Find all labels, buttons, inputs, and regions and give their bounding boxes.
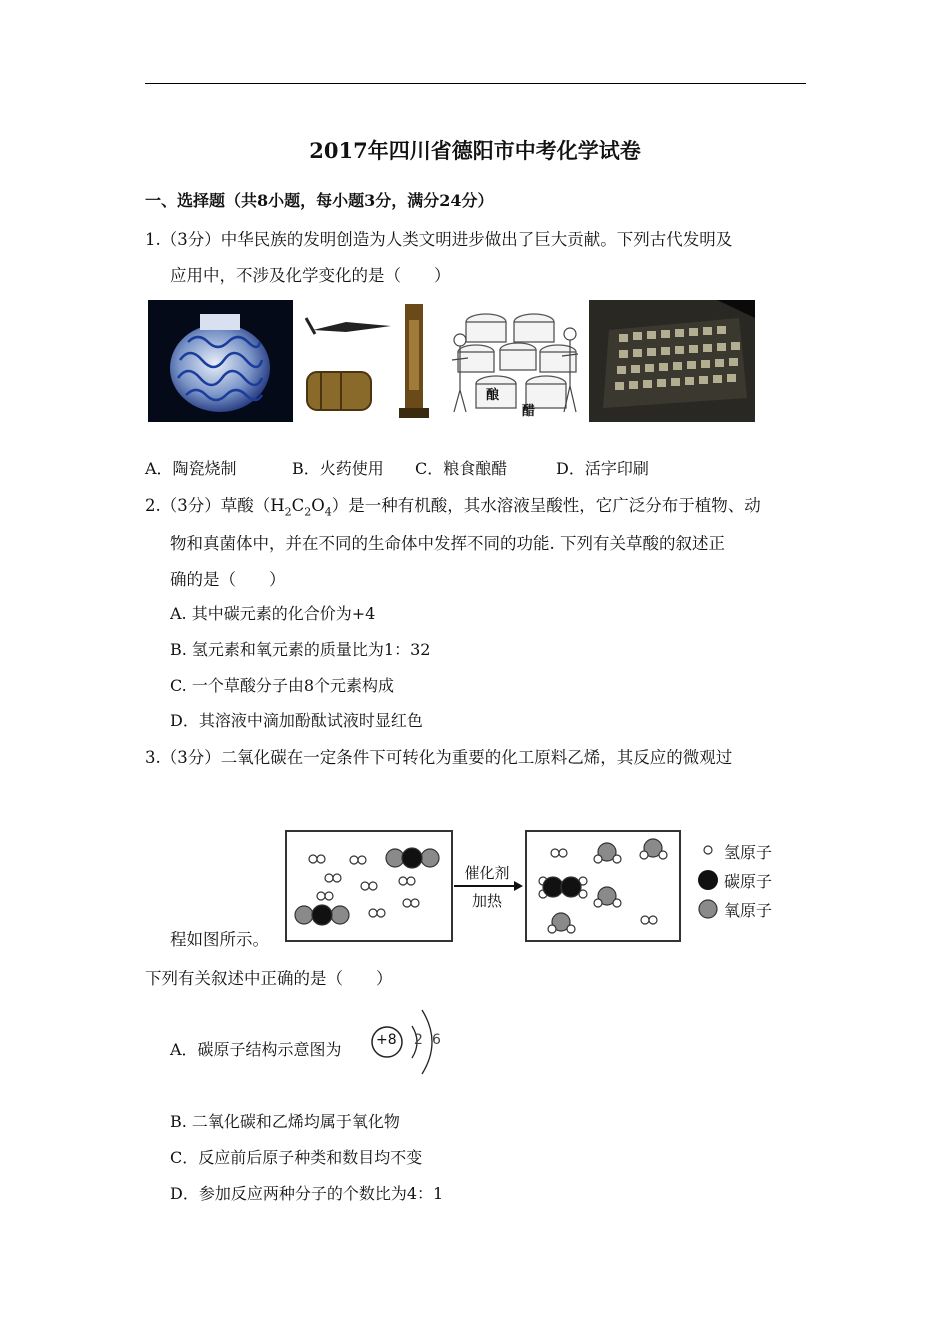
q2-stem-line1: 2.（3分）草酸$(H_2C_2O_4)$是一种有机酸，其水溶液呈酸性，它广泛分布于植物、动	[145, 496, 761, 519]
movable-type-image	[589, 300, 755, 422]
vinegar-label-1: 酿	[486, 388, 500, 403]
q1-stem-line2: 应用中，不涉及化学变化的是（ ）	[170, 266, 451, 285]
products-box	[525, 830, 681, 942]
q3-option-d: D．参加反应两种分子的个数比为4：1	[170, 1184, 444, 1203]
q1-option-d: D．活字印刷	[556, 459, 649, 478]
q2-option-a: A. 其中碳元素的化合价为+4	[170, 604, 376, 623]
q1-option-b: B．火药使用	[292, 459, 384, 478]
q1-option-a: A．陶瓷烧制	[145, 459, 237, 478]
oxygen-atom-icon	[699, 900, 717, 918]
hydrogen-atom-icon	[704, 846, 712, 854]
q2-option-c: C. 一个草酸分子由8个元素构成	[170, 676, 395, 695]
vinegar-label-2: 醋	[522, 404, 536, 419]
section-heading: 一、选择题（共8小题，每小题3分，满分24分）	[145, 191, 494, 210]
carbon-atom-icon	[698, 870, 718, 890]
q2-stem-line3: 确的是（ ）	[170, 570, 286, 589]
atom-shell-2: 6	[432, 1032, 441, 1048]
atom-shell-1: 2	[414, 1032, 423, 1048]
q1-option-c: C．粮食酿醋	[415, 459, 508, 478]
reaction-condition-top: 催化剂	[464, 864, 510, 882]
reaction-condition-bottom: 加热	[471, 892, 502, 910]
atom-nucleus-label: +8	[376, 1032, 397, 1048]
q1-stem-line1: 1.（3分）中华民族的发明创造为人类文明进步做出了巨大贡献。下列古代发明及	[145, 230, 733, 249]
q3-stem-line3: 下列有关叙述中正确的是（ ）	[145, 969, 393, 988]
q3-option-b: B. 二氧化碳和乙烯均属于氧化物	[170, 1112, 400, 1131]
vinegar-brewing-image	[446, 300, 584, 422]
q2-stem-line2: 物和真菌体中，并在不同的生命体中发挥不同的功能. 下列有关草酸的叙述正	[170, 534, 725, 553]
q3-stem-line2: 程如图所示。	[170, 930, 269, 949]
legend-icons	[698, 840, 726, 924]
q2-option-d: D．其溶液中滴加酚酞试液时显红色	[170, 711, 423, 730]
header-rule	[145, 83, 806, 84]
q2-option-b: B. 氢元素和氧元素的质量比为1：32	[170, 640, 431, 659]
legend-hydrogen: 氢原子	[724, 843, 773, 862]
q3-option-c: C．反应前后原子种类和数目均不变	[170, 1148, 423, 1167]
q3-option-a: A．碳原子结构示意图为	[170, 1040, 342, 1059]
legend-carbon: 碳原子	[724, 872, 773, 891]
q3-stem-line1: 3.（3分）二氧化碳在一定条件下可转化为重要的化工原料乙烯，其反应的微观过	[145, 748, 733, 767]
porcelain-vase-image	[148, 300, 293, 422]
gunpowder-image	[301, 300, 441, 422]
reactants-box	[285, 830, 453, 942]
legend-oxygen: 氧原子	[724, 901, 773, 920]
page-title: 2017年四川省德阳市中考化学试卷	[309, 138, 641, 163]
